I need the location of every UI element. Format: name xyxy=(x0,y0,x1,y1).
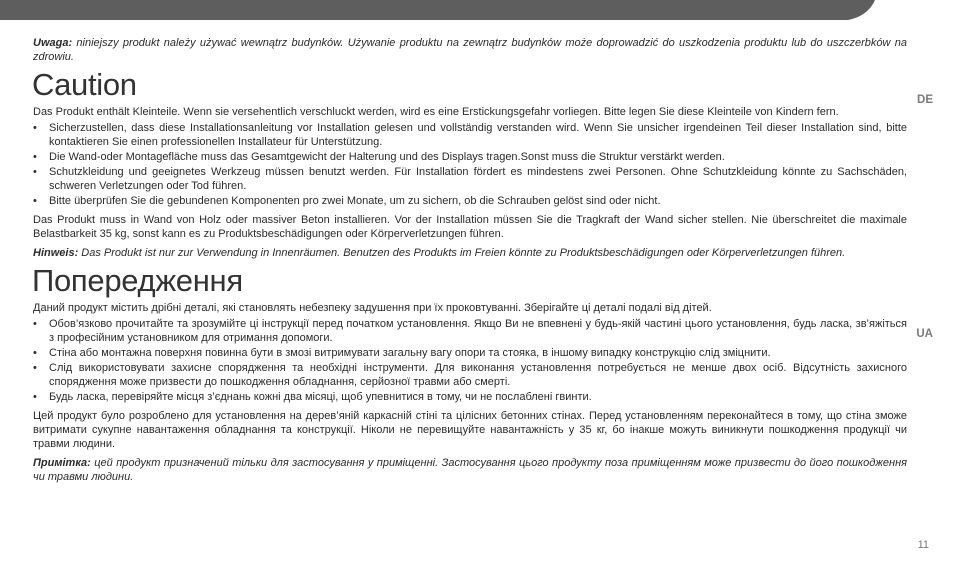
de-note-text: Das Produkt ist nur zur Verwendung in Innenräumen. Benutzen des Produkts im Freien könnte zu Produktsbeschädigungen oder Körperverletzungen führen. xyxy=(78,247,846,259)
list-item: • Schutzkleidung und geeignetes Werkzeug müssen benutzt werden. Für Installation fördert es mindestens zwei Personen. Ohne Schutzkleidung könnte zu Sachschäden, schweren Verletzungen oder Tod führen. xyxy=(33,165,907,193)
page-number: 11 xyxy=(917,539,929,551)
language-label-de: DE xyxy=(917,94,933,106)
ua-note xyxy=(33,456,907,484)
polish-note xyxy=(33,36,907,64)
de-note-label: Hinweis: xyxy=(33,247,79,259)
de-paragraph: Das Produkt muss in Wand von Holz oder massiver Beton installieren. Vor der Installation müssen Sie die Tragkraft der Wand sicher stellen. Nie überschreitet die maximale Belastbarkeit 35 kg, sonst kann es zu Produktsbeschädigungen oder Körperverletzungen führen. xyxy=(33,214,907,240)
de-note xyxy=(33,246,907,260)
list-item: • Sicherzustellen, dass diese Installationsanleitung vor Installation gelesen und vollständig verstanden wird. Wenn Sie unsicher irgendeinen Teil dieser Installation sind, bitte kontaktieren Sie einen professionellen Installateur für Unterstützung. xyxy=(33,121,907,149)
ua-paragraph: Цей продукт було розроблено для установлення на дерев’яній каркасній стіні та цілісних бетонних стінах. Перед установленням переконайтеся в тому, що стіна зможе витримати сукупне навантаження обладнання та конструкції. Ніколи не перевищуйте навантажність у 35 кг, бо інакше можуть виникнути пошкодження продукції чи травми людини. xyxy=(33,410,907,450)
list-item: • Стіна або монтажна поверхня повинна бути в змозі витримувати загальну вагу опори та стояка, в іншому випадку конструкцію слід зміцнити. xyxy=(33,346,907,360)
polish-note-label: Uwaga: xyxy=(33,37,73,49)
list-item: • Обов’язково прочитайте та зрозумійте ці інструкції перед початком установлення. Якщо Ви не впевнені у будь-якій частині цього установлення, будь ласка, зв’яжіться з професійним установником для отримання допомоги. xyxy=(33,317,907,345)
page-content xyxy=(33,36,907,484)
ua-intro: Даний продукт містить дрібні деталі, які становлять небезпеку задушення при їх проковтуванні. Зберігайте ці деталі подалі від дітей. xyxy=(33,302,712,314)
list-item: • Bitte überprüfen Sie die gebundenen Komponenten pro zwei Monate, um zu sichern, ob die Schrauben gelöst sind oder nicht. xyxy=(33,194,907,208)
ua-note-label: Примітка: xyxy=(33,457,91,469)
list-item: • Die Wand-oder Montagefläche muss das Gesamtgewicht der Halterung und des Displays tragen.Sonst muss die Struktur verstärkt werden. xyxy=(33,150,907,164)
list-item: • Будь ласка, перевіряйте місця з’єднань кожні два місяці, щоб упевнитися в тому, чи не послаблені гвинти. xyxy=(33,390,907,404)
header-band xyxy=(0,0,954,22)
de-intro: Das Produkt enthält Kleinteile. Wenn sie versehentlich verschluckt werden, wird es eine Erstickungsgefahr vorliegen. Bitte legen Sie diese Kleinteile von Kindern fern. xyxy=(33,106,839,118)
section-heading-ua: Попередження xyxy=(32,263,243,298)
de-bullet-list xyxy=(33,121,907,208)
list-item: • Слід використовувати захисне спорядження та необхідні інструменти. Для виконання установлення потребується не менше двох осіб. Відсутність захисного спорядження може призвести до пошкодження обладнання, серйозної травми або смерті. xyxy=(33,361,907,389)
ua-bullet-list xyxy=(33,317,907,404)
ua-note-text: цей продукт призначений тільки для застосування у приміщенні. Застосування цього продукту поза приміщенням може призвести до його пошкодження чи травми людини. xyxy=(33,457,907,483)
section-heading-de: Caution xyxy=(32,67,137,102)
polish-note-text: niniejszy produkt należy używać wewnątrz budynków. Używanie produktu na zewnątrz budynków może doprowadzić do uszkodzenia produktu lub do uszczerbków na zdrowiu. xyxy=(33,37,907,63)
language-label-ua: UA xyxy=(916,328,933,340)
